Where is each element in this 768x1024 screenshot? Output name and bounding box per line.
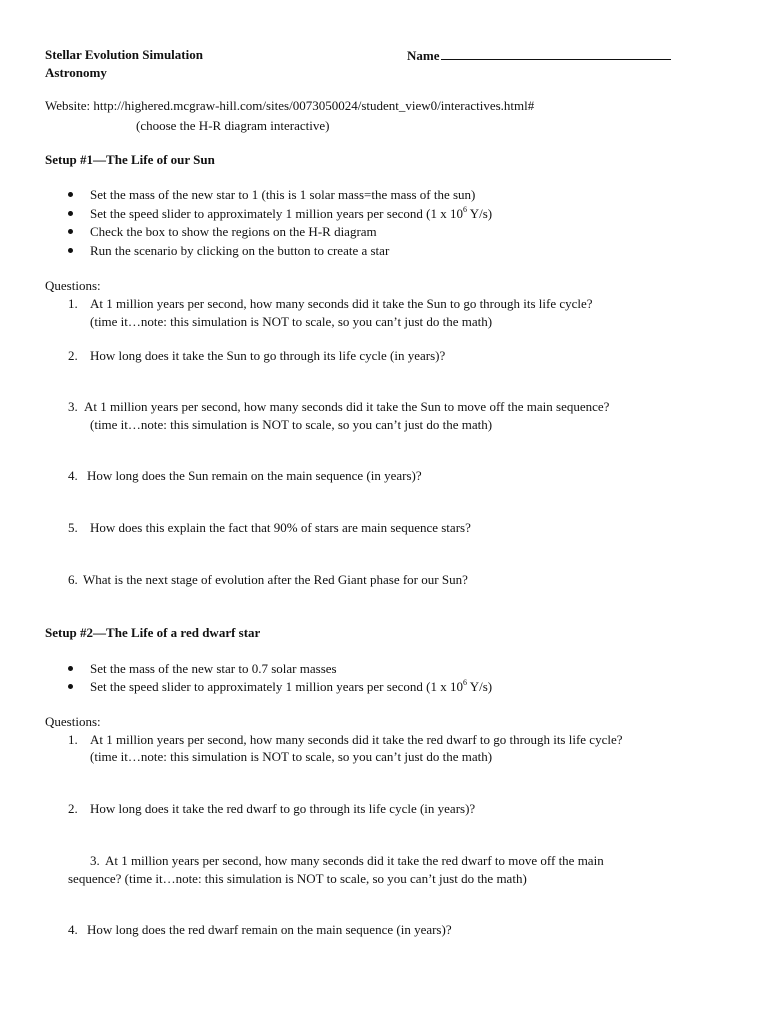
question-text: What is the next stage of evolution after the Red Giant phase for our Sun? (83, 572, 468, 587)
question-text: At 1 million years per second, how many seconds did it take the red dwarf to go through its life cycle? (90, 732, 623, 747)
question-text: How long does it take the red dwarf to go through its life cycle (in years)? (90, 801, 476, 816)
bullet-dot (68, 211, 73, 216)
list-item: Set the mass of the new star to 0.7 solar masses (90, 661, 337, 676)
bullet-dot (68, 229, 73, 234)
bullet-text: Set the speed slider to approximately 1 million years per second (1 x 10 (90, 206, 463, 221)
question-number: 3. (90, 853, 100, 868)
setup2-heading: Setup #2—The Life of a red dwarf star (45, 625, 261, 640)
question-text: How long does the red dwarf remain on the main sequence (in years)? (87, 922, 452, 937)
question-text: How does this explain the fact that 90% of stars are main sequence stars? (90, 520, 471, 535)
bullet-dot (68, 248, 73, 253)
question-number: 4. (68, 922, 78, 937)
bullet-dot (68, 666, 73, 671)
worksheet-title: Stellar Evolution Simulation (45, 47, 203, 62)
website-note: (choose the H-R diagram interactive) (136, 118, 330, 133)
speed-unit: Y/s) (466, 679, 493, 694)
question-number: 3. (68, 399, 78, 414)
setup1-heading: Setup #1—The Life of our Sun (45, 152, 215, 167)
website-url[interactable]: http://highered.mcgraw-hill.com/sites/0073050024/student_view0/interactives.html# (93, 98, 535, 113)
website-line (45, 97, 534, 114)
question-number: 6. (68, 572, 78, 587)
bullet-text: Set the speed slider to approximately 1 million years per second (1 x 10 (90, 679, 463, 694)
question-text: How long does the Sun remain on the main sequence (in years)? (87, 468, 422, 483)
question-text: At 1 million years per second, how many seconds did it take the Sun to go through its life cycle? (90, 296, 593, 311)
question-text-cont: (time it…note: this simulation is NOT to scale, so you can’t just do the math) (90, 749, 493, 764)
speed-exponent: 6 (462, 204, 467, 214)
setup2-questions-label: Questions: (45, 714, 101, 729)
list-item (90, 678, 492, 695)
question-number: 5. (68, 520, 78, 535)
question-number: 2. (68, 348, 78, 363)
question-text: At 1 million years per second, how many seconds did it take the Sun to move off the main sequence? (84, 399, 610, 414)
speed-unit: Y/s) (466, 206, 493, 221)
question-text: How long does it take the Sun to go through its life cycle (in years)? (90, 348, 446, 363)
setup1-questions-label: Questions: (45, 278, 101, 293)
name-field (407, 46, 671, 64)
list-item: Set the mass of the new star to 1 (this is 1 solar mass=the mass of the sun) (90, 187, 476, 202)
name-blank-line[interactable] (441, 46, 671, 60)
name-label: Name (407, 48, 440, 63)
bullet-dot (68, 684, 73, 689)
question-text: At 1 million years per second, how many seconds did it take the red dwarf to move off the main (105, 853, 604, 868)
list-item: Run the scenario by clicking on the button to create a star (90, 243, 390, 258)
list-item: Check the box to show the regions on the H-R diagram (90, 224, 377, 239)
question-number: 2. (68, 801, 78, 816)
speed-exponent: 6 (462, 677, 467, 687)
subject-label: Astronomy (45, 65, 107, 80)
question-text-cont: (time it…note: this simulation is NOT to scale, so you can’t just do the math) (90, 417, 493, 432)
question-number: 4. (68, 468, 78, 483)
question-text-cont: sequence? (time it…note: this simulation is NOT to scale, so you can’t just do the math) (68, 871, 527, 886)
website-label: Website: (45, 98, 91, 113)
bullet-dot (68, 192, 73, 197)
question-number: 1. (68, 732, 78, 747)
question-number: 1. (68, 296, 78, 311)
question-text-cont: (time it…note: this simulation is NOT to scale, so you can’t just do the math) (90, 314, 493, 329)
list-item (90, 205, 492, 222)
